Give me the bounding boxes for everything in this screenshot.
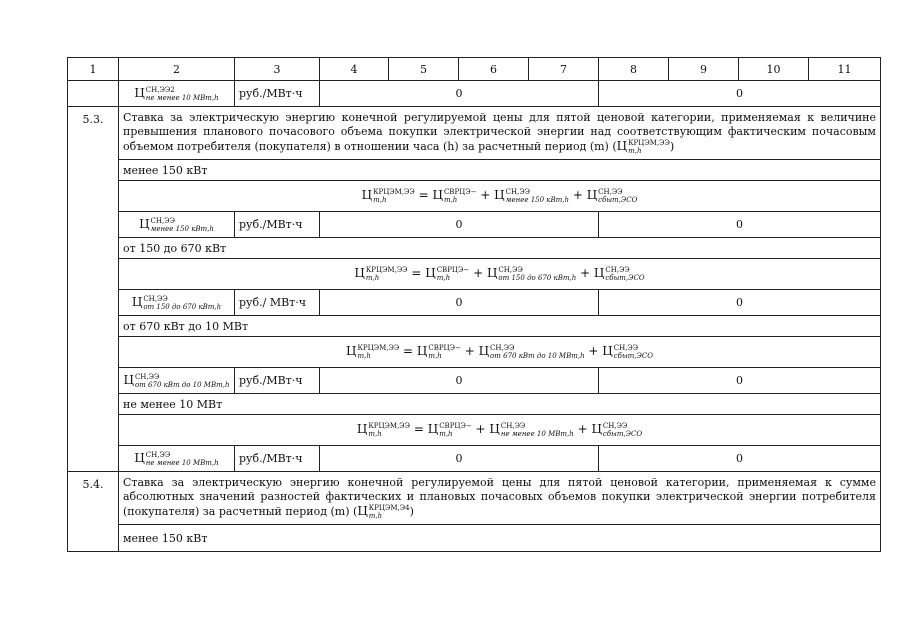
table-row <box>68 446 881 472</box>
section-number: 5.4. <box>68 472 119 552</box>
description-text: Ставка за электрическую энергию конечной регулируемой цены для пятой ценовой категории, применяемая к сумме абсолютных значений разностей фактических и плановых почасовых объемов покупки электрической энергии потребителя (покупателя) за расчетный период (m) ( <box>123 476 876 518</box>
value-cell: 0 <box>320 212 599 238</box>
rate-code-cell <box>119 290 235 316</box>
formula: Ц КРЦЭМ,ЭЭ m,h = Ц СВРЦЭ− m,h + Ц СН,ЭЭ менее 150 кВт,h + Ц СН,ЭЭ сбыт,ЭСО <box>119 181 881 212</box>
value-cell: 0 <box>320 81 599 107</box>
unit-cell: руб./МВт·ч <box>235 446 320 472</box>
section-5-3-row <box>68 107 881 160</box>
value-cell: 0 <box>599 446 881 472</box>
formula-row <box>68 181 881 212</box>
band-label-row <box>68 316 881 337</box>
unit-cell: руб./МВт·ч <box>235 212 320 238</box>
formula-row <box>68 415 881 446</box>
column-number: 10 <box>739 58 809 81</box>
section-number: 5.3. <box>68 107 119 472</box>
value-cell: 0 <box>599 212 881 238</box>
column-number: 7 <box>529 58 599 81</box>
formula: Ц КРЦЭМ,ЭЭ m,h = Ц СВРЦЭ− m,h + Ц СН,ЭЭ от 150 до 670 кВт,h + Ц СН,ЭЭ сбыт,ЭСО <box>119 259 881 290</box>
unit-cell: руб./ МВт·ч <box>235 290 320 316</box>
value-cell: 0 <box>320 446 599 472</box>
formula: Ц КРЦЭМ,ЭЭ m,h = Ц СВРЦЭ− m,h + Ц СН,ЭЭ от 670 кВт до 10 МВт,h + Ц СН,ЭЭ сбыт,ЭСО <box>119 337 881 368</box>
band-label: менее 150 кВт <box>119 525 881 552</box>
band-label-row <box>68 394 881 415</box>
rate-symbol: Ц СН,ЭЭ не менее 10 МВт,h <box>134 450 219 467</box>
column-number: 1 <box>68 58 119 81</box>
rate-symbol: Ц СН,ЭЭ от 670 кВт до 10 МВт,h <box>123 372 230 389</box>
value-cell: 0 <box>320 290 599 316</box>
description-text: Ставка за электрическую энергию конечной регулируемой цены для пятой ценовой категории, применяемая к величине превышения планового почасового объема покупки электрической энергии над соответствующим фактическим почасовым объемом потребителя (покупателя) в отношении часа (h) за расчетный период (m) ( <box>123 111 876 153</box>
column-number: 6 <box>459 58 529 81</box>
value-cell: 0 <box>599 290 881 316</box>
table-row <box>68 290 881 316</box>
band-label: от 670 кВт до 10 МВт <box>119 316 881 337</box>
tariff-table <box>67 57 881 552</box>
formula-row <box>68 337 881 368</box>
rate-symbol: Ц КРЦЭМ,ЭЭ m,h <box>616 139 670 155</box>
table-row <box>68 81 881 107</box>
value-cell: 0 <box>599 368 881 394</box>
column-number: 5 <box>389 58 459 81</box>
formula-row <box>68 259 881 290</box>
rate-code-cell <box>119 81 235 107</box>
band-label-row <box>68 525 881 552</box>
section-description <box>119 107 881 160</box>
column-number: 11 <box>809 58 881 81</box>
column-number: 4 <box>320 58 389 81</box>
column-number: 3 <box>235 58 320 81</box>
section-description <box>119 472 881 525</box>
column-number: 9 <box>669 58 739 81</box>
band-label-row <box>68 238 881 259</box>
row-number-cell <box>68 81 119 107</box>
column-number: 8 <box>599 58 669 81</box>
closing-paren: ) <box>669 140 675 153</box>
column-number: 2 <box>119 58 235 81</box>
rate-symbol: Ц КРЦЭМ,Э4 m,h <box>357 504 410 520</box>
value-cell: 0 <box>599 81 881 107</box>
formula: Ц КРЦЭМ,ЭЭ m,h = Ц СВРЦЭ− m,h + Ц СН,ЭЭ не менее 10 МВт,h + Ц СН,ЭЭ сбыт,ЭСО <box>119 415 881 446</box>
rate-code-cell <box>119 212 235 238</box>
unit-cell: руб./МВт·ч <box>235 81 320 107</box>
table-row <box>68 368 881 394</box>
column-number-row <box>68 58 881 81</box>
rate-code-cell <box>119 446 235 472</box>
rate-code-cell <box>119 368 235 394</box>
unit-cell: руб./МВт·ч <box>235 368 320 394</box>
section-5-4-row <box>68 472 881 525</box>
table-row <box>68 212 881 238</box>
band-label: менее 150 кВт <box>119 160 881 181</box>
closing-paren: ) <box>409 505 414 518</box>
band-label: от 150 до 670 кВт <box>119 238 881 259</box>
rate-symbol: Ц СН,ЭЭ менее 150 кВт,h <box>139 216 214 233</box>
rate-symbol: Ц СН,ЭЭ2 не менее 10 МВт,h <box>134 85 219 102</box>
value-cell: 0 <box>320 368 599 394</box>
band-label: не менее 10 МВт <box>119 394 881 415</box>
band-label-row <box>68 160 881 181</box>
rate-symbol: Ц СН,ЭЭ от 150 до 670 кВт,h <box>131 294 222 311</box>
